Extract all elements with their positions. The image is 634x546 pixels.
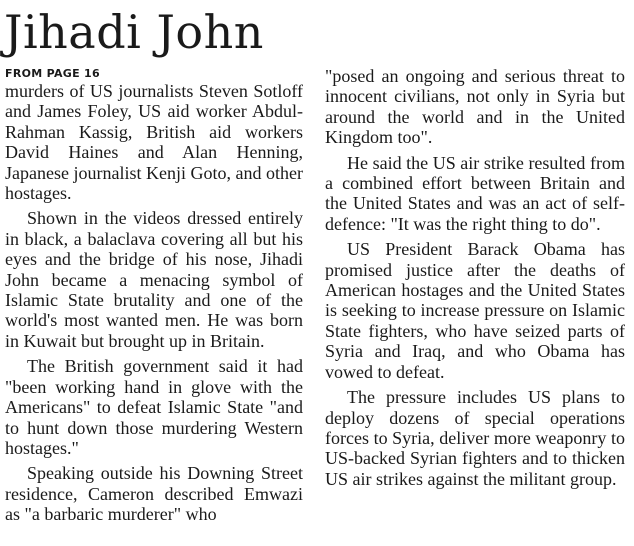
paragraph: The British government said it had "been working hand in glove with the Americans" to defeat Islamic State "and to hunt down those murdering Western hostages." xyxy=(5,356,303,458)
paragraph: The pressure includes US plans to deploy dozens of special operations forces to Syria, deliver more weaponry to US-backed Syrian fighters and to thicken US air strikes against the militant group. xyxy=(325,387,625,489)
headline: Jihadi John xyxy=(4,5,264,59)
paragraph: "posed an ongoing and serious threat to innocent civilians, not only in Syria but around the world and in the United Kingdom too". xyxy=(325,66,625,148)
jump-line: FROM PAGE 16 xyxy=(5,67,100,80)
paragraph: murders of US journalists Steven Sotloff and James Foley, US aid worker Abdul-Rahman Kassig, British aid workers David Haines and Alan Henning, Japanese journalist Kenji Goto, and other hostages. xyxy=(5,81,303,204)
paragraph: He said the US air strike resulted from a combined effort between Britain and the United States and was an act of self-defence: "It was the right thing to do". xyxy=(325,152,625,234)
right-column xyxy=(325,66,625,489)
paragraph: Shown in the videos dressed entirely in black, a balaclava covering all but his eyes and the bridge of his nose, Jihadi John became a menacing symbol of Islamic State brutality and one of the world's most wanted men. He was born in Kuwait but brought up in Britain. xyxy=(5,208,303,351)
paragraph: US President Barack Obama has promised justice after the deaths of American hostages and the United States is seeking to increase pressure on Islamic State fighters, who have seized parts of Syria and Iraq, and who Obama has vowed to defeat. xyxy=(325,239,625,382)
left-column xyxy=(5,81,303,525)
paragraph: Speaking outside his Downing Street residence, Cameron described Emwazi as "a barbaric murderer" who xyxy=(5,463,303,525)
